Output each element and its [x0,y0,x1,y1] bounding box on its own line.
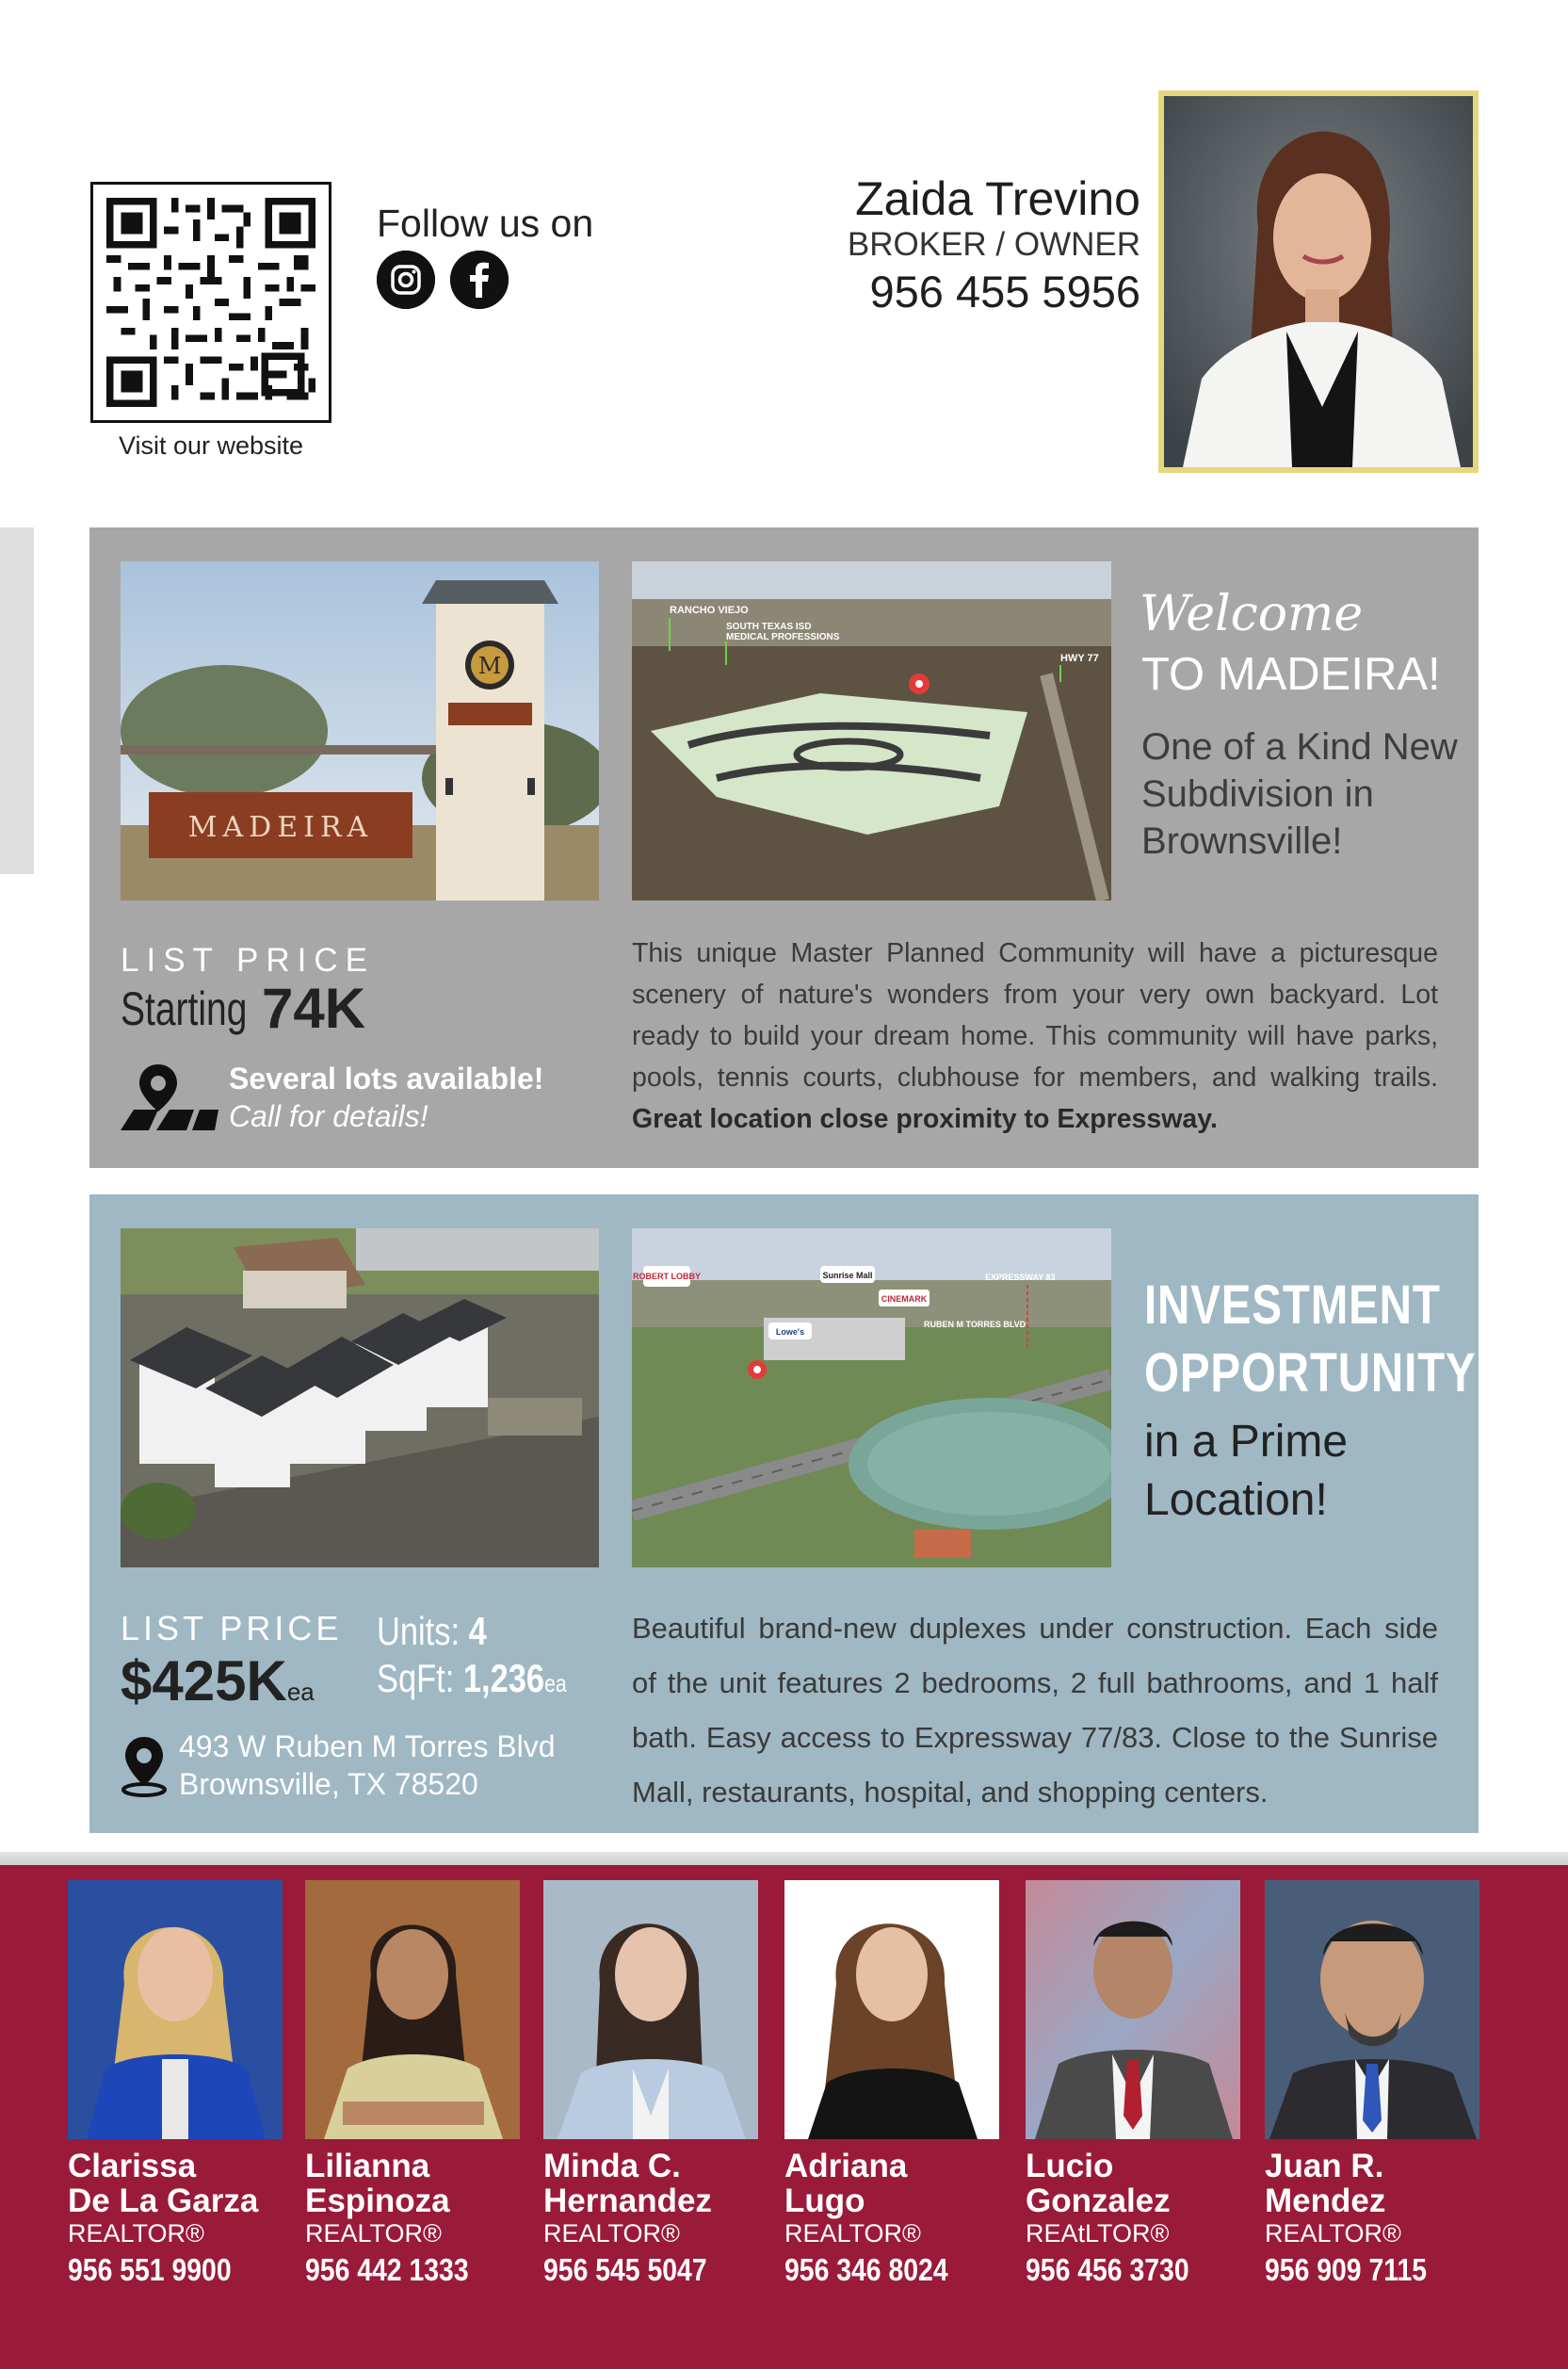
madeira-entrance-photo [121,561,599,901]
investment-heading [1144,1272,1477,1407]
agent-first-name: Lucio [1026,2148,1114,2184]
investment-heading-line2: OPPORTUNITY [1144,1342,1477,1404]
map-pin-lots-icon [121,1063,218,1132]
aerial-label-medical: MEDICAL PROFESSIONS [726,632,840,642]
agent-first-name: Minda C. [543,2148,681,2184]
units-info [377,1609,487,1654]
follow-us-label: Follow us on [377,202,594,245]
agent-first-name: Juan R. [1265,2148,1384,2184]
agent-first-name: Adriana [784,2148,908,2184]
aerial-label-rancho-viejo: RANCHO VIEJO [670,605,749,616]
agent-last-name: Mendez [1265,2182,1386,2219]
price-prefix: Starting [121,982,248,1035]
agent-role: REALTOR® [1265,2219,1401,2247]
agent-phone[interactable]: 956 551 9900 [68,2252,232,2287]
agent-card-6 [1265,1880,1479,2288]
broker-phone[interactable]: 956 455 5956 [869,267,1140,316]
madeira-sign-text: MADEIRA [187,811,374,844]
aerial-label-hwy77: HWY 77 [1060,653,1099,664]
investment-price [121,1648,315,1713]
side-tab [0,527,34,874]
sqft-value: 1,236 [462,1656,545,1700]
agent-last-name: Gonzalez [1026,2182,1171,2219]
qr-code-icon [106,198,315,407]
aerial-label-sunrise-mall: Sunrise Mall [822,1271,873,1280]
agent-card-2 [305,1880,520,2288]
investment-subheading [1144,1413,1348,1530]
location-aerial-photo [632,1228,1111,1567]
agent-last-name: Hernandez [543,2182,712,2219]
aerial-label-robert: ROBERT LOBBY [633,1272,701,1281]
sqft-label: SqFt: [377,1656,455,1700]
agent-photo [305,1880,520,2139]
aerial-label-lowes: Lowe's [775,1327,805,1337]
sqft-info [377,1656,567,1701]
investment-subheading-line1: in a Prime [1144,1417,1349,1467]
svg-text:M: M [477,653,502,679]
agent-card-1 [68,1880,283,2288]
agent-card-4 [784,1880,999,2288]
agent-photo [68,1880,283,2139]
agent-phone[interactable]: 956 545 5047 [543,2252,707,2287]
instagram-icon[interactable] [377,251,435,309]
broker-name: Zaida Trevino [855,172,1140,225]
agent-photo [543,1880,758,2139]
call-for-details-text: Call for details! [229,1099,428,1133]
agent-phone[interactable]: 956 909 7115 [1265,2252,1428,2287]
madeira-tagline: One of a Kind New Subdivision in Brownsville! [1141,726,1458,862]
agent-card-3 [543,1880,758,2288]
units-label: Units: [377,1609,461,1653]
madeira-description [632,933,1438,1140]
agent-last-name: De La Garza [68,2182,259,2219]
facebook-icon[interactable] [450,251,509,309]
agent-role: REAtLTOR® [1026,2219,1170,2247]
units-value: 4 [468,1609,487,1653]
aerial-label-expressway: EXPRESSWAY 83 [985,1273,1056,1282]
welcome-script: Welcome [1140,586,1364,642]
aerial-label-ruben-torres: RUBEN M TORRES BLVD [924,1320,1026,1329]
agent-last-name: Espinoza [305,2182,450,2219]
agent-phone[interactable]: 956 442 1333 [305,2252,469,2287]
location-pin-icon [121,1735,168,1797]
agent-photo [1026,1880,1240,2139]
lots-available-text: Several lots available! [229,1062,544,1095]
broker-title: BROKER / OWNER [847,226,1140,263]
website-qr-code[interactable] [90,182,331,423]
madeira-description-bold: Great location close proximity to Expressway. [632,1104,1218,1134]
agent-role: REALTOR® [784,2219,921,2247]
broker-photo [1158,90,1479,473]
agent-first-name: Lilianna [305,2148,430,2184]
agent-role: REALTOR® [68,2219,204,2247]
agent-phone[interactable]: 956 456 3730 [1026,2252,1189,2287]
agent-card-5 [1026,1880,1240,2288]
agent-phone[interactable]: 956 346 8024 [784,2252,948,2287]
list-price-label: LIST PRICE [121,942,375,979]
agent-first-name: Clarissa [68,2148,197,2184]
agent-role: REALTOR® [305,2219,442,2247]
qr-caption: Visit our website [118,431,304,460]
address-line2: Brownsville, TX 78520 [179,1767,478,1801]
investment-subheading-line2: Location! [1144,1475,1328,1525]
madeira-price: 74K [262,977,366,1040]
investment-description: Beautiful brand-new duplexes under construction. Each side of the unit features 2 bedrooms, 2 full bathrooms, and 1 half bath. Easy access to Expressway 77/83. Close to the Sunrise Mall, restaurants, hospital, and shopping centers. [632,1612,1438,1809]
agent-role: REALTOR® [543,2219,680,2247]
welcome-heading: TO MADEIRA! [1141,649,1441,700]
list-price-label-2: LIST PRICE [121,1609,343,1647]
sqft-each-suffix: ea [544,1669,567,1697]
price-each-suffix: ea [286,1678,315,1706]
madeira-aerial-photo [632,561,1111,901]
agent-photo [1265,1880,1479,2139]
duplexes-aerial-photo [121,1228,599,1567]
madeira-description-text: This unique Master Planned Community will have a picturesque scenery of nature's wonders from your very own backyard. Lot ready to build your dream home. This community will have parks, pools, tennis courts, clubhouse for members, and walking trails. [632,938,1438,1093]
aerial-label-cinemark: CINEMARK [881,1294,928,1304]
address-line1: 493 W Ruben M Torres Blvd [179,1729,556,1763]
agent-photo [784,1880,999,2139]
agent-last-name: Lugo [784,2182,865,2219]
aerial-label-school: SOUTH TEXAS ISD [726,622,812,632]
investment-price-value: $425K [121,1649,287,1712]
investment-heading-line1: INVESTMENT [1144,1274,1441,1336]
